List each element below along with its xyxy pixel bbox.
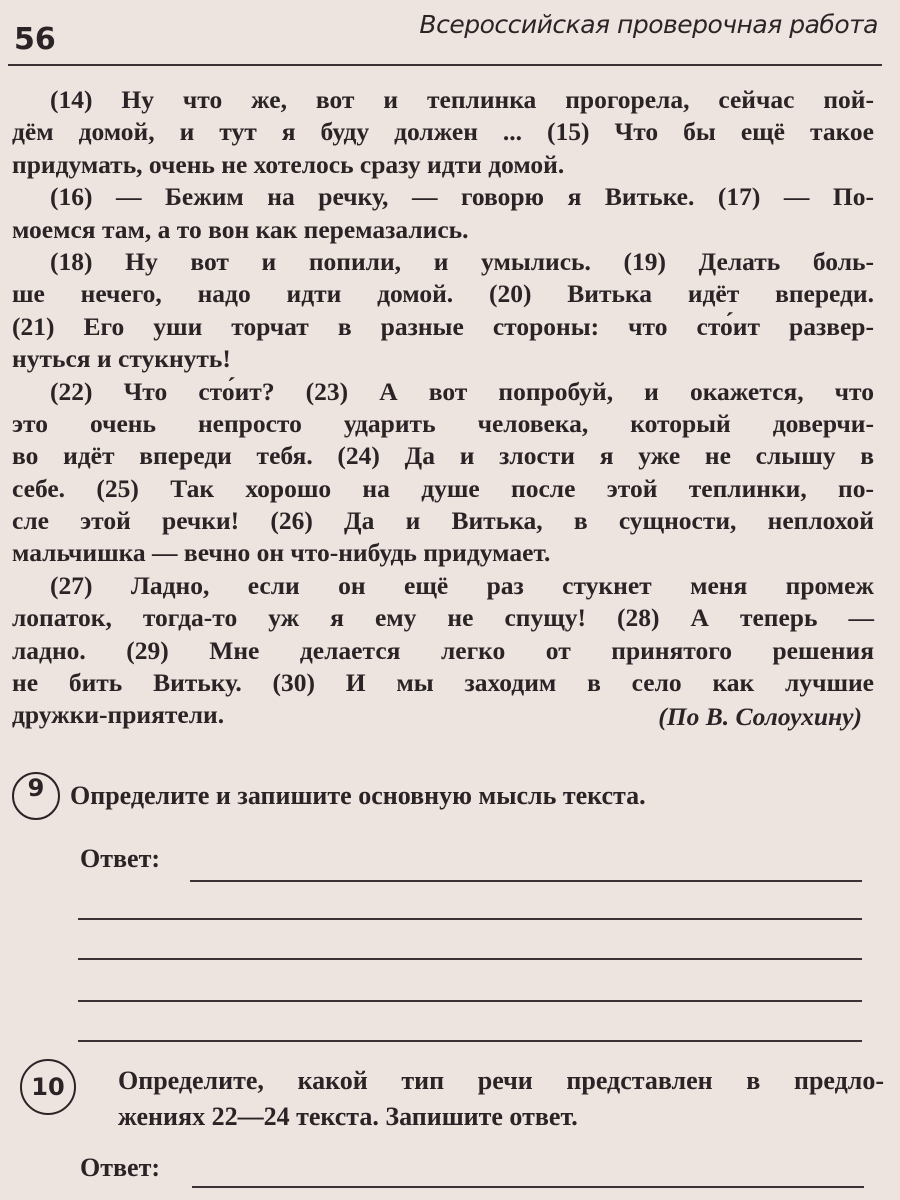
text-line: во идёт впереди тебя. (24) Да и злости я уже не слышу в [12, 441, 874, 471]
text-line: лопаток, тогда-то уж я ему не спущу! (28) А теперь — [12, 603, 874, 633]
running-header-title: Всероссийская проверочная работа [419, 10, 878, 39]
text-line: это очень непросто ударить человека, который доверчи- [12, 408, 874, 438]
text-line: моемся там, а то вон как перемазались. [12, 214, 469, 244]
text-line: (27) Ладно, если он ещё раз стукнет меня промеж [50, 570, 874, 600]
answer-line[interactable] [78, 918, 862, 920]
answer-line[interactable] [78, 1000, 862, 1002]
answer-line[interactable] [190, 880, 862, 882]
text-line: себе. (25) Так хорошо на душе после этой теплинки, по- [12, 473, 874, 503]
text-line: (18) Ну вот и попили, и умылись. (19) Делать боль- [50, 246, 874, 276]
question-text-line: Определите, какой тип речи представлен в предло- [118, 1066, 884, 1095]
header-rule [8, 64, 882, 66]
question-number-badge: 9 [12, 772, 60, 820]
question-9 [12, 772, 874, 820]
question-text: Определите и запишите основную мысль текста. [70, 781, 646, 810]
text-line: не бить Витьку. (30) И мы заходим в село как лучшие [12, 668, 874, 698]
text-line: (21) Его уши торчат в разные стороны: что сто́ит развер- [12, 311, 874, 341]
answer-line[interactable] [78, 958, 862, 960]
author-attribution: (По В. Солоухину) [658, 702, 862, 732]
text-line: дём домой, и тут я буду должен ... (15) Что бы ещё такое [12, 117, 874, 147]
answer-label: Ответ: [80, 1153, 161, 1182]
text-line: придумать, очень не хотелось сразу идти домой. [12, 149, 565, 179]
question-text-line: жениях 22—24 текста. Запишите ответ. [118, 1102, 578, 1131]
text-line: (16) — Бежим на речку, — говорю я Витьке. (17) — По- [50, 182, 874, 212]
text-line: нуться и стукнуть! [12, 344, 231, 374]
text-line: (14) Ну что же, вот и теплинка прогорела, сейчас пой- [50, 85, 874, 114]
text-line: сле этой речки! (26) Да и Витька, в сущности, неплохой [12, 506, 874, 536]
text-line: ладно. (29) Мне делается легко от принятого решения [12, 635, 874, 665]
question-number-badge: 10 [20, 1059, 76, 1115]
answer-line[interactable] [78, 1040, 862, 1042]
answer-label: Ответ: [80, 844, 161, 873]
text-line: (22) Что сто́ит? (23) А вот попробуй, и окажется, что [50, 376, 874, 406]
text-line: ше нечего, надо идти домой. (20) Витька идёт впереди. [12, 279, 874, 309]
text-line: мальчишка — вечно он что-нибудь придумает. [12, 538, 551, 568]
page-number: 56 [14, 22, 56, 57]
text-line: дружки-приятели. [12, 700, 225, 730]
answer-line[interactable] [192, 1186, 864, 1188]
story-text [12, 84, 874, 732]
